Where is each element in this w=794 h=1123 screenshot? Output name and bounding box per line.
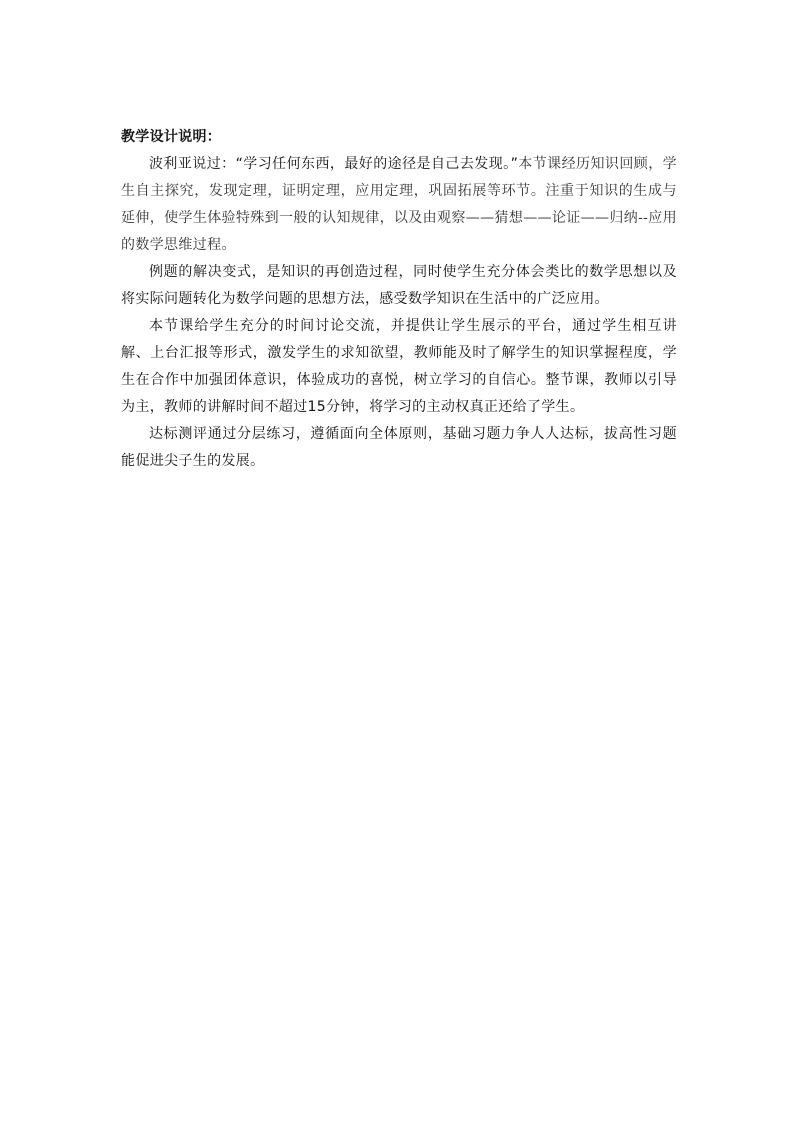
section-heading: 教学设计说明：	[121, 129, 222, 145]
paragraph-assessment: 达标测评通过分层练习，遵循面向全体原则，基础习题力争人人达标，拔高性习题能促进尖子生的发展。	[121, 426, 677, 469]
document-body	[121, 124, 677, 475]
quote-text: 波利亚说过：“学习任何东西，最好的途径是自己去发现。”	[149, 156, 519, 172]
paragraph-example-variations: 例题的解决变式，是知识的再创造过程，同时使学生充分体会类比的数学思想以及将实际问题转化为数学问题的思想方法，感受数学知识在生活中的广泛应用。	[121, 264, 677, 307]
paragraph-discussion: 本节课给学生充分的时间讨论交流，并提供让学生展示的平台，通过学生相互讲解、上台汇报等形式，激发学生的求知欲望，教师能及时了解学生的知识掌握程度，学生在合作中加强团体意识，体验成功的喜悦，树立学习的自信心。整节课，教师以引导为主，教师的讲解时间不超过15分钟，将学习的主动权真正还给了学生。	[121, 318, 677, 415]
paragraph-polya-quote	[121, 151, 677, 259]
lesson-process-text: 本节课经历知识回顾，学生自主探究，发现定理，证明定理，应用定理，巩固拓展等环节。注重于知识的生成与延伸，使学生体验特殊到一般的认知规律，以及由观察——猜想——论证——归纳--应用的数学思维过程。	[121, 156, 677, 253]
